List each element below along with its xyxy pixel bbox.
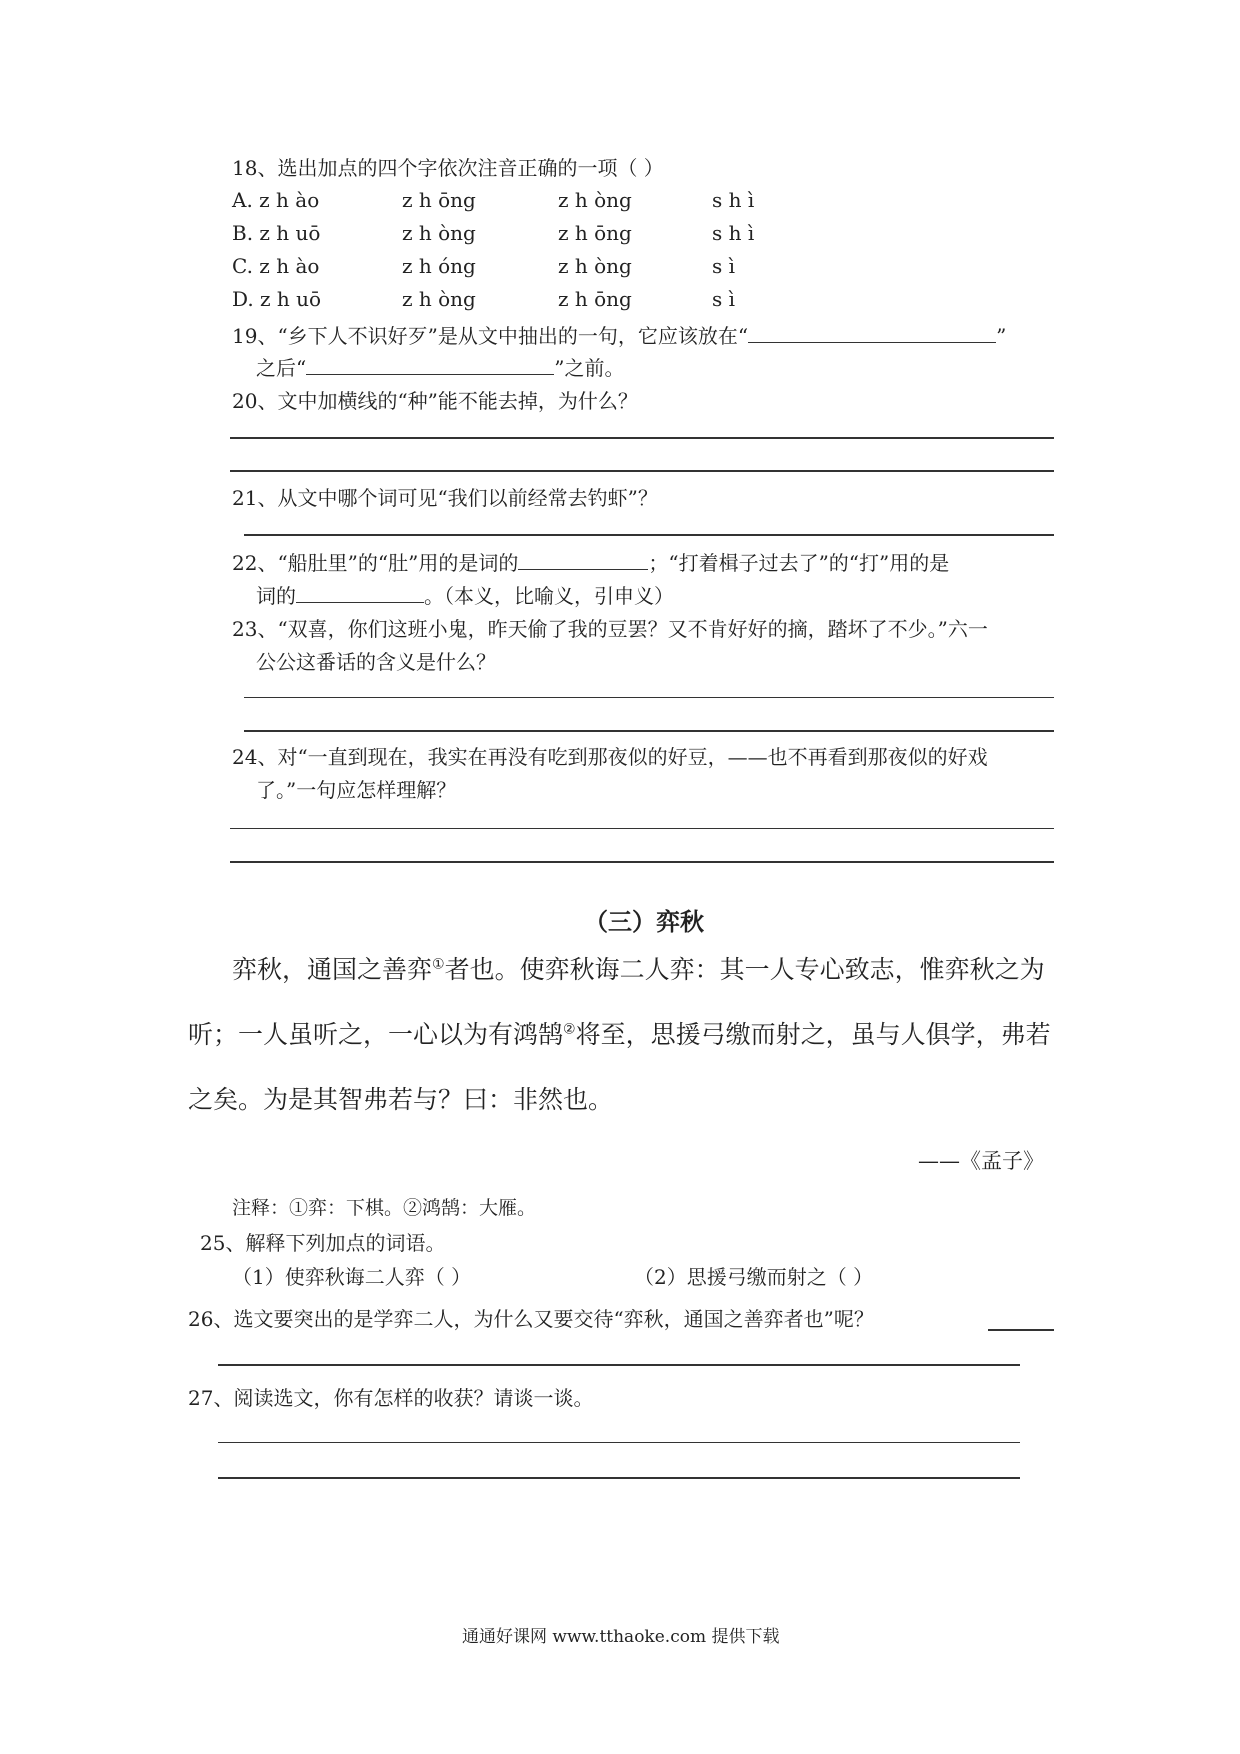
- passage-source: ——《孟子》: [918, 1149, 1044, 1173]
- q20-stem: 20、文中加横线的“种”能不能去掉，为什么？: [232, 389, 638, 413]
- q18-option-d: [232, 287, 792, 313]
- q26-answer-line-1[interactable]: [988, 1329, 1054, 1331]
- q23-line2: 公公这番话的含义是什么？: [256, 650, 496, 674]
- passage-line-1-a: 弈秋，通国之善弈: [232, 955, 433, 984]
- option-c-p1: C. z h ào: [232, 254, 320, 278]
- q24-answer-line-1[interactable]: [230, 828, 1054, 829]
- q21-answer-line[interactable]: [244, 534, 1054, 536]
- footnote-ref-2: ②: [563, 1021, 576, 1038]
- q18-option-c: [232, 254, 792, 280]
- option-a-p1: A. z h ào: [232, 188, 320, 212]
- q19-line2: [256, 352, 624, 381]
- q19-blank-1[interactable]: [748, 324, 996, 343]
- passage-line-2-b: 将至，思援弓缴而射之，虽与人俱学，弗若: [575, 1020, 1051, 1049]
- q19-line2-end: ”之前。: [554, 356, 625, 380]
- passage-line-2-a: 听；一人虽听之，一心以为有鸿鹄: [188, 1020, 564, 1049]
- q25-stem: 25、解释下列加点的词语。: [200, 1231, 446, 1255]
- option-b-p2: z h òng: [402, 221, 476, 245]
- q21-stem: 21、从文中哪个词可见“我们以前经常去钓虾”？: [232, 486, 658, 510]
- option-c-p4: s ì: [712, 254, 736, 278]
- q19-blank-2[interactable]: [306, 356, 554, 375]
- q27-stem: 27、阅读选文，你有怎样的收获？请谈一谈。: [188, 1386, 594, 1410]
- q22-line1-b: ；“打着楫子过去了”的“打”用的是: [648, 551, 950, 575]
- option-b-p1: B. z h uō: [232, 221, 321, 245]
- section-title: （三）弈秋: [584, 908, 704, 936]
- passage-line-1: [232, 950, 1045, 986]
- q22-line2-a: 词的: [256, 584, 296, 608]
- q27-answer-line-1[interactable]: [218, 1442, 1020, 1443]
- option-d-p2: z h òng: [402, 287, 476, 311]
- q19-line2-start: 之后“: [256, 356, 307, 380]
- footer-credit: 通通好课网 www.tthaoke.com 提供下载: [462, 1627, 780, 1647]
- q18-option-b: [232, 221, 792, 247]
- option-a-p3: z h òng: [558, 188, 632, 212]
- q27-answer-line-2[interactable]: [218, 1477, 1020, 1479]
- q22-line2: [256, 580, 674, 609]
- q23-answer-line-1[interactable]: [244, 697, 1054, 698]
- q19-line1: [232, 320, 1006, 349]
- option-a-p4: s h ì: [712, 188, 755, 212]
- q24-answer-line-2[interactable]: [230, 861, 1054, 863]
- q25-item-2: （2）思援弓缴而射之（ ）: [634, 1265, 874, 1289]
- q19-line1-end: ”: [996, 324, 1007, 348]
- q23-line1: 23、“双喜，你们这班小鬼，昨天偷了我的豆罢？又不肯好好的摘，踏坏了不少。”六一: [232, 617, 988, 641]
- q22-line1: [232, 547, 949, 576]
- q20-answer-line-2[interactable]: [230, 470, 1054, 472]
- q20-answer-line-1[interactable]: [230, 437, 1054, 439]
- passage-line-1-b: 者也。使弈秋诲二人弈：其一人专心致志，惟弈秋之为: [444, 955, 1045, 984]
- option-c-p3: z h òng: [558, 254, 632, 278]
- passage-line-3: 之矣。为是其智弗若与？曰：非然也。: [188, 1085, 614, 1114]
- option-d-p4: s ì: [712, 287, 736, 311]
- q24-line2: 了。”一句应怎样理解？: [256, 778, 457, 802]
- option-d-p3: z h ōng: [558, 287, 632, 311]
- q18-option-a: [232, 188, 792, 214]
- q22-blank-2[interactable]: [296, 584, 424, 603]
- q19-line1-text: 19、“乡下人不识好歹”是从文中抽出的一句，它应该放在“: [232, 324, 749, 348]
- q26-stem: 26、选文要突出的是学弈二人，为什么又要交待“弈秋，通国之善弈者也”呢？: [188, 1307, 874, 1331]
- q23-answer-line-2[interactable]: [244, 730, 1054, 732]
- option-d-p1: D. z h uō: [232, 287, 322, 311]
- q25-item-1: （1）使弈秋诲二人弈（ ）: [232, 1265, 472, 1289]
- option-a-p2: z h ōng: [402, 188, 476, 212]
- q22-blank-1[interactable]: [518, 551, 648, 570]
- option-b-p3: z h ōng: [558, 221, 632, 245]
- q22-line1-a: 22、“船肚里”的“肚”用的是词的: [232, 551, 519, 575]
- footnote-ref-1: ①: [432, 956, 445, 973]
- q18-stem: 18、选出加点的四个字依次注音正确的一项（ ）: [232, 156, 664, 180]
- q22-line2-b: 。（本义，比喻义，引申义）: [424, 584, 674, 608]
- passage-line-2: [188, 1015, 1051, 1051]
- option-b-p4: s h ì: [712, 221, 755, 245]
- q26-answer-line-2[interactable]: [218, 1364, 1020, 1366]
- q24-line1: 24、对“一直到现在，我实在再没有吃到那夜似的好豆，——也不再看到那夜似的好戏: [232, 745, 988, 769]
- option-c-p2: z h óng: [402, 254, 476, 278]
- annotation-note: 注释：①弈：下棋。②鸿鹄：大雁。: [232, 1197, 537, 1219]
